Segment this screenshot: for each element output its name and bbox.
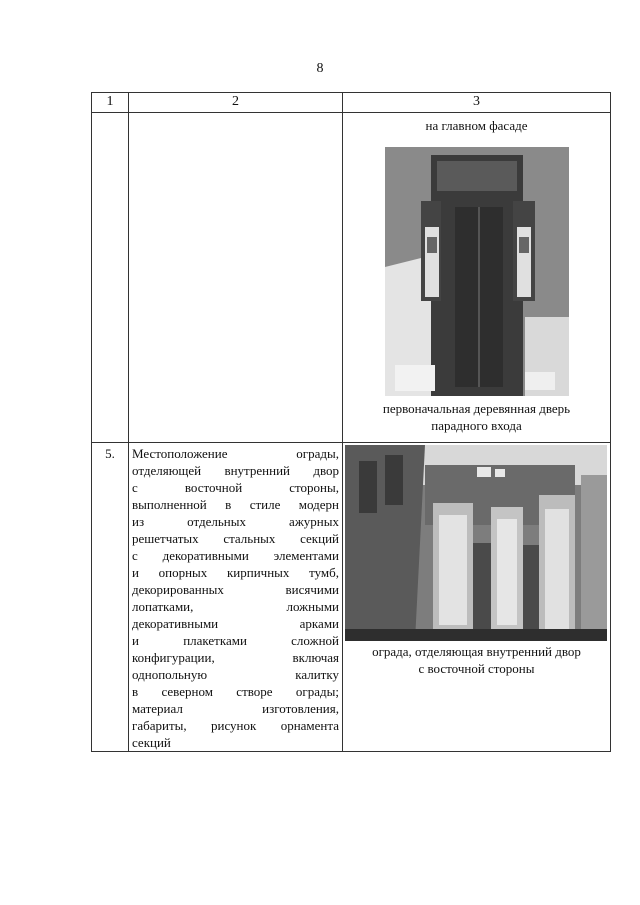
description-line: с декоративными элементами xyxy=(132,548,339,563)
description-line: конфигурации, включая xyxy=(132,650,339,665)
fence-photo xyxy=(345,445,607,641)
description-line: секций xyxy=(132,735,171,750)
caption-fence-line1: ограда, отделяющая внутренний двор xyxy=(372,644,581,659)
description-line: из отдельных ажурных xyxy=(132,514,339,529)
description-line: отделяющей внутренний двор xyxy=(132,463,339,478)
row-description-cell xyxy=(129,443,343,752)
description-line: лопатками, ложными xyxy=(132,599,339,614)
description-line: однопольную калитку xyxy=(132,667,339,682)
description-line: выполненной в стиле модерн xyxy=(132,497,339,512)
description-line: и плакетками сложной xyxy=(132,633,339,648)
column-header-1: 1 xyxy=(92,93,129,113)
column-header-3: 3 xyxy=(343,93,611,113)
table-row xyxy=(92,113,611,443)
row-photo-cell xyxy=(343,113,611,443)
table-header-row xyxy=(92,93,611,113)
caption-door-line2: парадного входа xyxy=(431,418,522,433)
caption-main-facade: на главном фасаде xyxy=(425,118,528,133)
row-number-cell xyxy=(92,113,129,443)
description-line: с восточной стороны, xyxy=(132,480,339,495)
description-line: Местоположение ограды, xyxy=(132,446,339,461)
description-line: и опорных кирпичных тумб, xyxy=(132,565,339,580)
description-line: материал изготовления, xyxy=(132,701,339,716)
row-number-cell: 5. xyxy=(92,443,129,752)
description-line: декорированных висячими xyxy=(132,582,339,597)
column-header-2: 2 xyxy=(129,93,343,113)
door-photo xyxy=(385,147,569,396)
description-line: декоративными арками xyxy=(132,616,339,631)
caption-door-line1: первоначальная деревянная дверь xyxy=(382,401,571,416)
description-line: решетчатых стальных секций xyxy=(132,531,339,546)
row-photo-cell xyxy=(343,443,611,752)
row-description-cell xyxy=(129,113,343,443)
caption-fence-line2: с восточной стороны xyxy=(418,661,535,676)
page-number: 8 xyxy=(316,61,324,76)
table-row xyxy=(92,443,611,752)
monument-table xyxy=(91,92,611,752)
description-line: габариты, рисунок орнамента xyxy=(132,718,339,733)
description-line: в северном створе ограды; xyxy=(132,684,339,699)
